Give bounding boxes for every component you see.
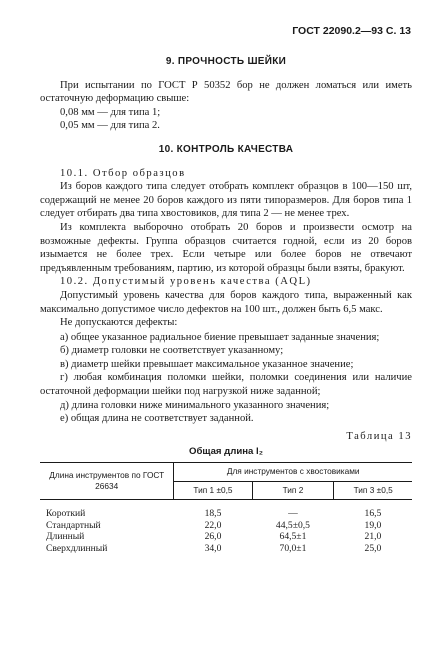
type-1-value: 26,0	[204, 531, 222, 543]
type-2-header: Тип 2	[252, 481, 334, 500]
table-title: Общая длина l₂	[188, 446, 263, 458]
section-9-paragraph: При испытании по ГОСТ Р 50352 бор не должен ломаться или иметь остаточную деформацию свыше:	[40, 79, 412, 105]
subsection-10-1-paragraph-2: Из комплекта выборочно отобрать 20 боров и произвести осмотр на возможные дефекты. Группа образцов считается годной, если из 20 боров изымается не более трех. Если четыре или более боров не отвечают предъявленным требованиям, партию, из которой образцы были взяты, бракуют.	[40, 221, 412, 274]
table-caption: Таблица 13	[346, 430, 412, 442]
type-1-header: Тип 1 ±0,5	[174, 481, 252, 500]
type-1-value: 18,5	[204, 508, 222, 520]
type-3-value: 25,0	[364, 542, 382, 554]
subsection-10-1-paragraph-1: Из боров каждого типа следует отобрать комплект образцов в 100—150 шт, содержащий не менее 20 боров каждого из пяти типоразмеров. Для боров типа 1 следует отбирать два типа хвостовиков, для типа 2 — не менее трех.	[40, 181, 412, 220]
row-name: Сверхдлинный	[46, 542, 108, 554]
page-content	[40, 55, 412, 554]
type-2-value: 44,5±0,5	[275, 519, 310, 531]
col-name-header: Длина инструментов по ГОСТ 26634	[40, 463, 174, 500]
subsection-10-2-title: 10.2. Допустимый уровень качества (AQL)	[60, 276, 312, 288]
subsection-10-2-paragraph-1: Допустимый уровень качества для боров каждого типа, выраженный как максимально допустимое число дефектов на 100 шт., должен быть 6,5 макс.	[40, 289, 412, 315]
section-9-line-1: 0,08 мм — для типа 1;	[60, 106, 161, 118]
table-row	[40, 543, 412, 555]
type-2-value: 70,0±1	[279, 542, 307, 554]
table-row	[40, 531, 412, 543]
type-3-value: 16,5	[364, 508, 382, 520]
table-row	[40, 520, 412, 532]
section-9-line-2: 0,05 мм — для типа 2.	[60, 120, 160, 132]
row-name: Короткий	[46, 508, 86, 520]
row-name: Длинный	[46, 531, 85, 543]
defect-item: б) диаметр головки не соответствует указанному;	[60, 345, 284, 357]
defect-item: е) общая длина не соответствует заданной.	[60, 413, 254, 425]
table-row	[40, 500, 412, 520]
type-3-value: 19,0	[364, 519, 382, 531]
defect-item: г) любая комбинация поломки шейки, поломки соединения или наличие остаточной деформации шейки под нагрузкой ниже заданной;	[40, 372, 412, 398]
type-2-value: 64,5±1	[279, 531, 307, 543]
section-10-heading: 10. КОНТРОЛЬ КАЧЕСТВА	[158, 143, 294, 155]
subsection-10-2-paragraph-2: Не допускаются дефекты:	[60, 317, 178, 329]
defect-list	[40, 331, 412, 426]
defect-item: в) диаметр шейки превышает максимальное указанное значение;	[60, 358, 354, 370]
overall-length-table	[40, 462, 412, 554]
group-header: Для инструментов с хвостовиками	[174, 463, 412, 482]
defect-item: а) общее указанное радиальное биение превышает заданные значения;	[60, 331, 380, 343]
section-9-heading: 9. ПРОЧНОСТЬ ШЕЙКИ	[165, 56, 287, 67]
type-3-header: Тип 3 ±0,5	[334, 481, 412, 500]
type-3-value: 21,0	[364, 531, 382, 543]
defect-item: д) длина головки ниже минимального указанного значения;	[60, 399, 330, 411]
type-1-value: 34,0	[204, 542, 222, 554]
page-header: ГОСТ 22090.2—93 С. 13	[292, 25, 411, 37]
subsection-10-1-title: 10.1. Отбор образцов	[60, 167, 186, 179]
type-2-value: —	[288, 508, 298, 520]
row-name: Стандартный	[46, 519, 101, 531]
type-1-value: 22,0	[204, 519, 222, 531]
